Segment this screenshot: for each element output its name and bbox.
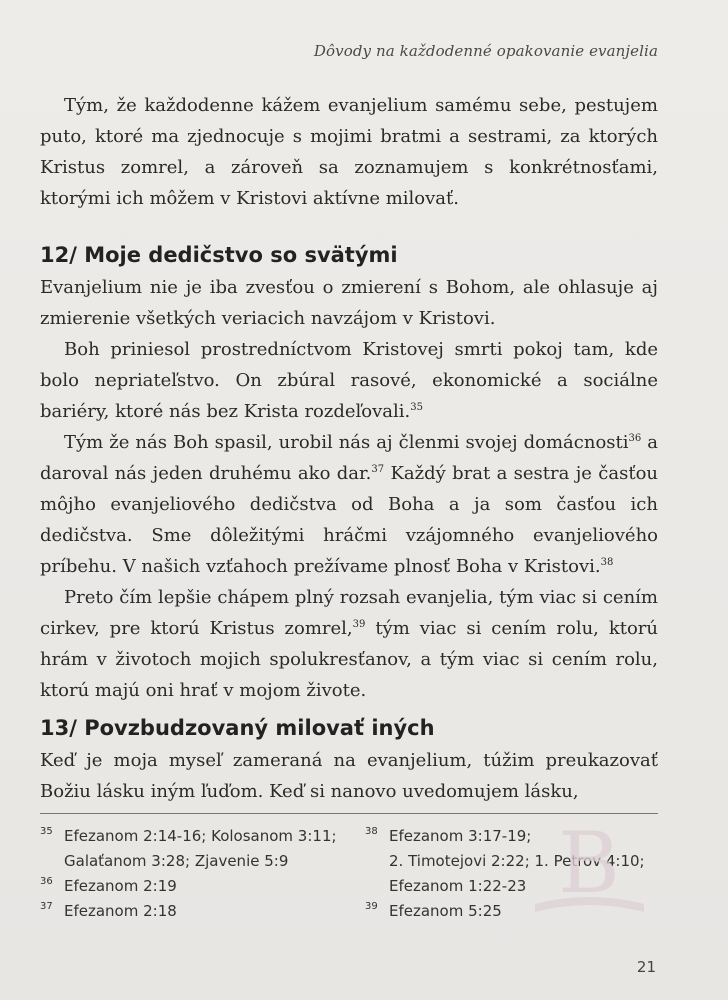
footnote-ref-39: 39	[352, 619, 366, 630]
section-13-body	[40, 745, 658, 807]
paragraph-text: tým viac si cením rolu, ktorú hrám v životoch mojich spolukresťanov, a tým viac si cením rolu, ktorú majú oni hrať v mojom živote.	[40, 618, 658, 701]
footnote-text: Efezanom 2:14-16; Kolosanom 3:11;	[64, 827, 337, 845]
intro-text: Tým, že každodenne kážem evanjelium samému sebe, pestujem puto, ktoré ma zjednocuje s mojimi bratmi a sestrami, za ktorých Kristus zomrel, a zároveň sa zoznamujem s konkrétnosťami, ktorými ich môžem v Kristovi aktívne milovať.	[40, 95, 658, 209]
footnote-ref-35: 35	[410, 402, 424, 413]
publisher-watermark-icon	[527, 818, 652, 918]
footnote-number: 38	[365, 826, 378, 837]
footnote-38-continued: 2. Timotejovi 2:22; 1. Petrov 4:10;	[389, 852, 645, 870]
section-12-paragraph-1: Evanjelium nie je iba zvesťou o zmierení s Bohom, ale ohlasuje aj zmierenie všetkých veriacich navzájom v Kristovi.	[40, 277, 658, 329]
footnote-35-continued: Galaťanom 3:28; Zjavenie 5:9	[64, 852, 289, 870]
intro-paragraph	[40, 90, 658, 214]
footnote-ref-36: 36	[628, 433, 642, 444]
paragraph-text: Tým že nás Boh spasil, urobil nás aj členmi svojej domácnosti	[64, 432, 629, 453]
footnote-number: 37	[40, 901, 53, 912]
footnote-text: Efezanom 3:17-19;	[389, 827, 532, 845]
footnote-divider	[40, 813, 658, 814]
section-13-paragraph-1: Keď je moja myseľ zameraná na evanjelium, túžim preukazovať Božiu lásku iným ľuďom. Keď si nanovo uvedomujem lásku,	[40, 750, 658, 802]
footnote-ref-37: 37	[371, 464, 385, 475]
paragraph-text: a daroval nás jeden druhému ako dar.	[40, 432, 658, 484]
paragraph-text: Preto čím lepšie chápem plný rozsah evanjelia, tým viac si cením cirkev, pre ktorú Kristus zomrel,	[40, 587, 658, 639]
section-12-paragraph-4	[40, 582, 658, 706]
footnote-38-continued: Efezanom 1:22-23	[389, 877, 527, 895]
running-head: Dôvody na každodenné opakovanie evanjelia	[313, 42, 658, 60]
footnote-number: 36	[40, 876, 53, 887]
section-12-body	[40, 272, 658, 706]
footnote-36	[40, 874, 350, 899]
page-number: 21	[636, 958, 656, 976]
section-12-paragraph-3	[40, 427, 658, 582]
footnote-number: 39	[365, 901, 378, 912]
watermark-letter: B	[558, 818, 620, 912]
footnote-ref-38: 38	[600, 557, 614, 568]
section-12-heading: 12/ Moje dedičstvo so svätými	[40, 243, 398, 267]
section-13-heading: 13/ Povzbudzovaný milovať iných	[40, 716, 435, 740]
footnote-text: Efezanom 2:18	[64, 902, 177, 920]
footnote-number: 35	[40, 826, 53, 837]
paragraph-text: Každý brat a sestra je časťou môjho evanjeliového dedičstva od Boha a ja som časťou ich dedičstva. Sme dôležitými hráčmi vzájomného evanjeliového príbehu. V našich vzťahoch prežívame plnosť Boha v Kristovi.	[40, 463, 658, 577]
footnotes-left-column	[40, 824, 350, 924]
footnote-37	[40, 899, 350, 924]
footnote-text: Efezanom 2:19	[64, 877, 177, 895]
footnote-35	[40, 824, 350, 849]
section-12-paragraph-2	[40, 334, 658, 427]
paragraph-text: Boh priniesol prostredníctvom Kristovej smrti pokoj tam, kde bolo nepriateľstvo. On zbúral rasové, ekonomické a sociálne bariéry, ktoré nás bez Krista rozdeľovali.	[40, 339, 658, 422]
footnote-text: Efezanom 5:25	[389, 902, 502, 920]
